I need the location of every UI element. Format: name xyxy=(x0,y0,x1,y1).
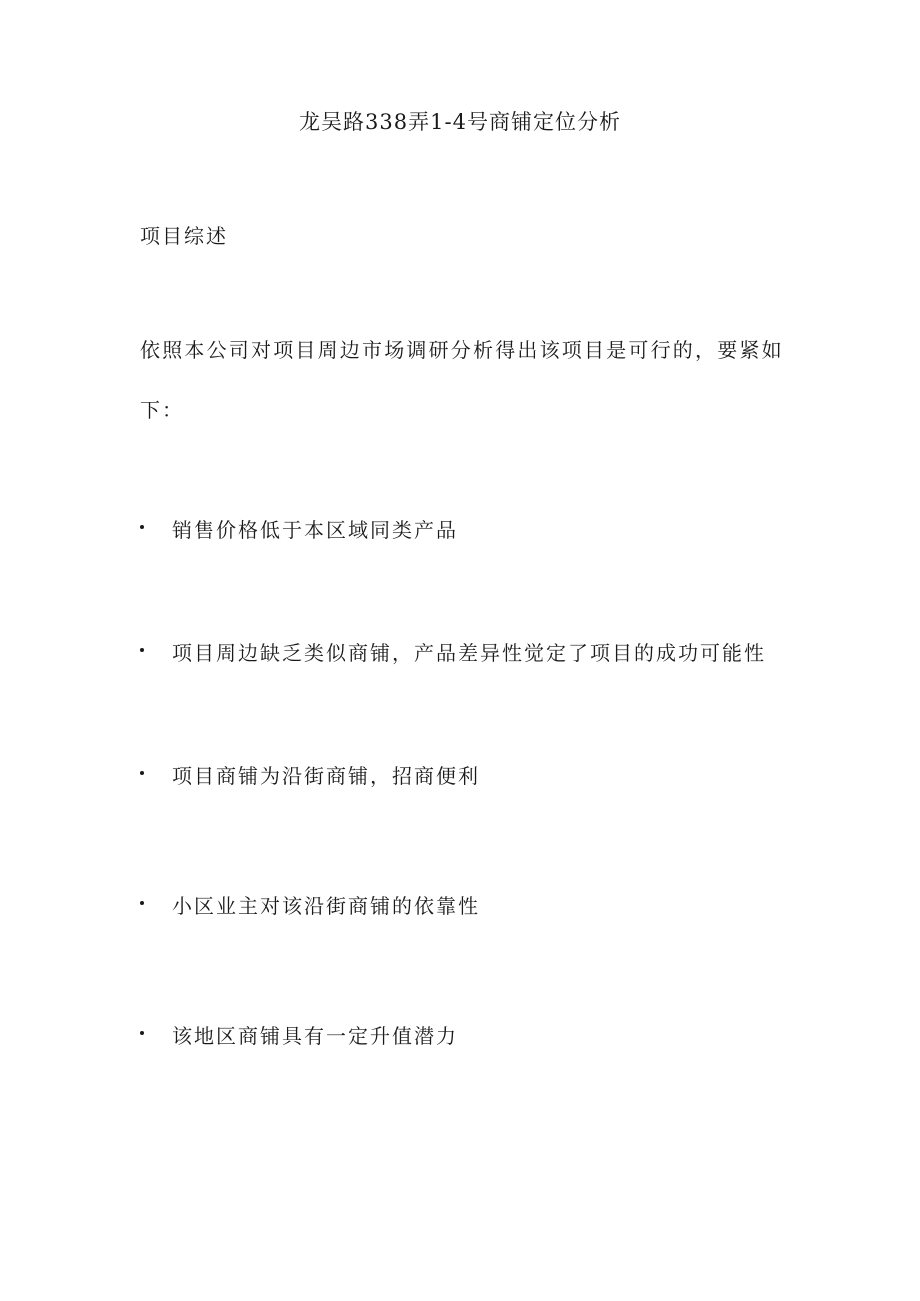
list-item-text: 项目周边缺乏类似商铺，产品差异性觉定了项目的成功可能性 xyxy=(172,641,766,665)
bullet-icon xyxy=(140,648,144,652)
bullet-icon xyxy=(140,1031,144,1035)
intro-paragraph-line-2: 下： xyxy=(140,398,184,422)
bullet-icon xyxy=(140,525,144,529)
list-item-text: 项目商铺为沿街商铺，招商便利 xyxy=(172,764,480,788)
section-heading: 项目综述 xyxy=(140,224,228,248)
document-title: 龙吴路338弄1-4号商铺定位分析 xyxy=(299,110,621,134)
list-item-text: 该地区商铺具有一定升值潜力 xyxy=(172,1024,458,1048)
intro-paragraph-line-1: 依照本公司对项目周边市场调研分析得出该项目是可行的，要紧如 xyxy=(140,338,784,362)
bullet-icon xyxy=(140,901,144,905)
list-item-text: 销售价格低于本区域同类产品 xyxy=(172,518,458,542)
bullet-icon xyxy=(140,771,144,775)
list-item-text: 小区业主对该沿街商铺的依靠性 xyxy=(172,894,480,918)
